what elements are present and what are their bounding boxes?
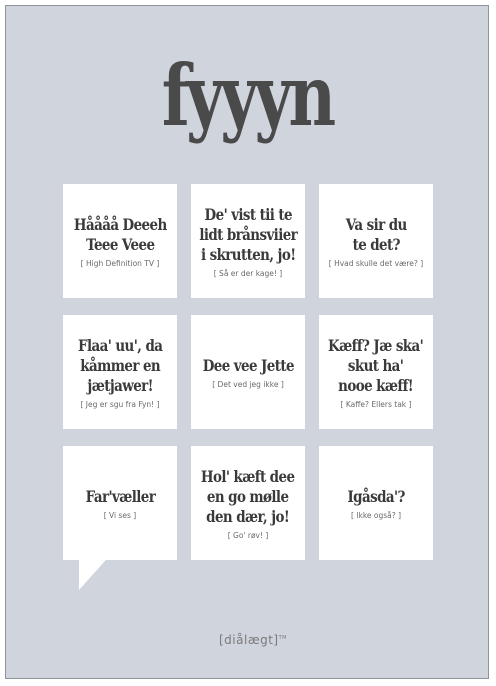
phrase-line: den dær, jo!: [206, 506, 290, 526]
phrase-translation: [ Ikke også? ]: [350, 510, 402, 520]
phrase-text: [199, 205, 297, 265]
phrase-card: [63, 446, 177, 560]
phrase-translation: [ Hvad skulle det være? ]: [328, 258, 424, 268]
phrase-line: en go mølle: [207, 486, 289, 506]
phrase-line: lidt brånsviier: [199, 224, 297, 244]
phrase-text: [78, 336, 162, 396]
speech-bubble-tail: [79, 552, 119, 592]
phrase-text: [74, 215, 167, 255]
phrase-translation: [ High Definition TV ]: [80, 258, 160, 268]
phrase-card: [191, 184, 305, 298]
brand-logo-text: [diålægt]: [219, 633, 279, 647]
phrase-line: kåmmer en: [80, 355, 160, 375]
phrase-translation: [ Kaffe? Ellers tak ]: [340, 399, 412, 409]
phrase-line: Igåsda'?: [347, 486, 405, 506]
phrase-card: [191, 446, 305, 560]
phrase-text: [202, 356, 293, 376]
phrase-card: [319, 446, 433, 560]
phrase-translation: [ Så er der kage! ]: [213, 268, 283, 278]
phrase-text: [85, 487, 155, 507]
brand-logo: [219, 633, 287, 647]
poster-title: fyyyn: [161, 46, 333, 145]
phrase-line: jætjawer!: [87, 375, 153, 395]
phrase-text: [201, 467, 295, 527]
phrase-line: Teee Veee: [85, 234, 155, 254]
phrase-card: [63, 184, 177, 298]
trademark-mark: TM: [278, 635, 287, 641]
phrase-translation: [ Jeg er sgu fra Fyn! ]: [80, 399, 160, 409]
phrase-line: Kæff? Jæ ska': [328, 335, 424, 355]
phrase-line: nooe kæff!: [338, 375, 414, 395]
phrase-card: [319, 184, 433, 298]
phrase-translation: [ Det ved jeg ikke ]: [212, 379, 284, 389]
phrase-line: Dee vee Jette: [202, 355, 294, 375]
phrase-card: [191, 315, 305, 429]
phrase-line: Far'væller: [85, 486, 155, 506]
phrase-translation: [ Go' røv! ]: [227, 530, 269, 540]
phrase-line: Hol' kæft dee: [201, 466, 295, 486]
phrase-line: skut ha': [348, 355, 404, 375]
phrase-text: [346, 215, 407, 255]
phrase-line: i skrutten, jo!: [200, 244, 296, 264]
phrase-card: [63, 315, 177, 429]
poster: [5, 5, 489, 679]
phrase-line: Flaa' uu', da: [77, 335, 163, 355]
phrase-line: Va sir du: [345, 214, 407, 234]
phrase-translation: [ Vi ses ]: [103, 510, 137, 520]
phrase-line: Håååå Deeeh: [73, 214, 167, 234]
phrase-line: De' vist tii te: [204, 204, 292, 224]
phrase-line: te det?: [352, 234, 400, 254]
phrase-card: [319, 315, 433, 429]
phrase-text: [347, 487, 404, 507]
phrase-text: [328, 336, 423, 396]
